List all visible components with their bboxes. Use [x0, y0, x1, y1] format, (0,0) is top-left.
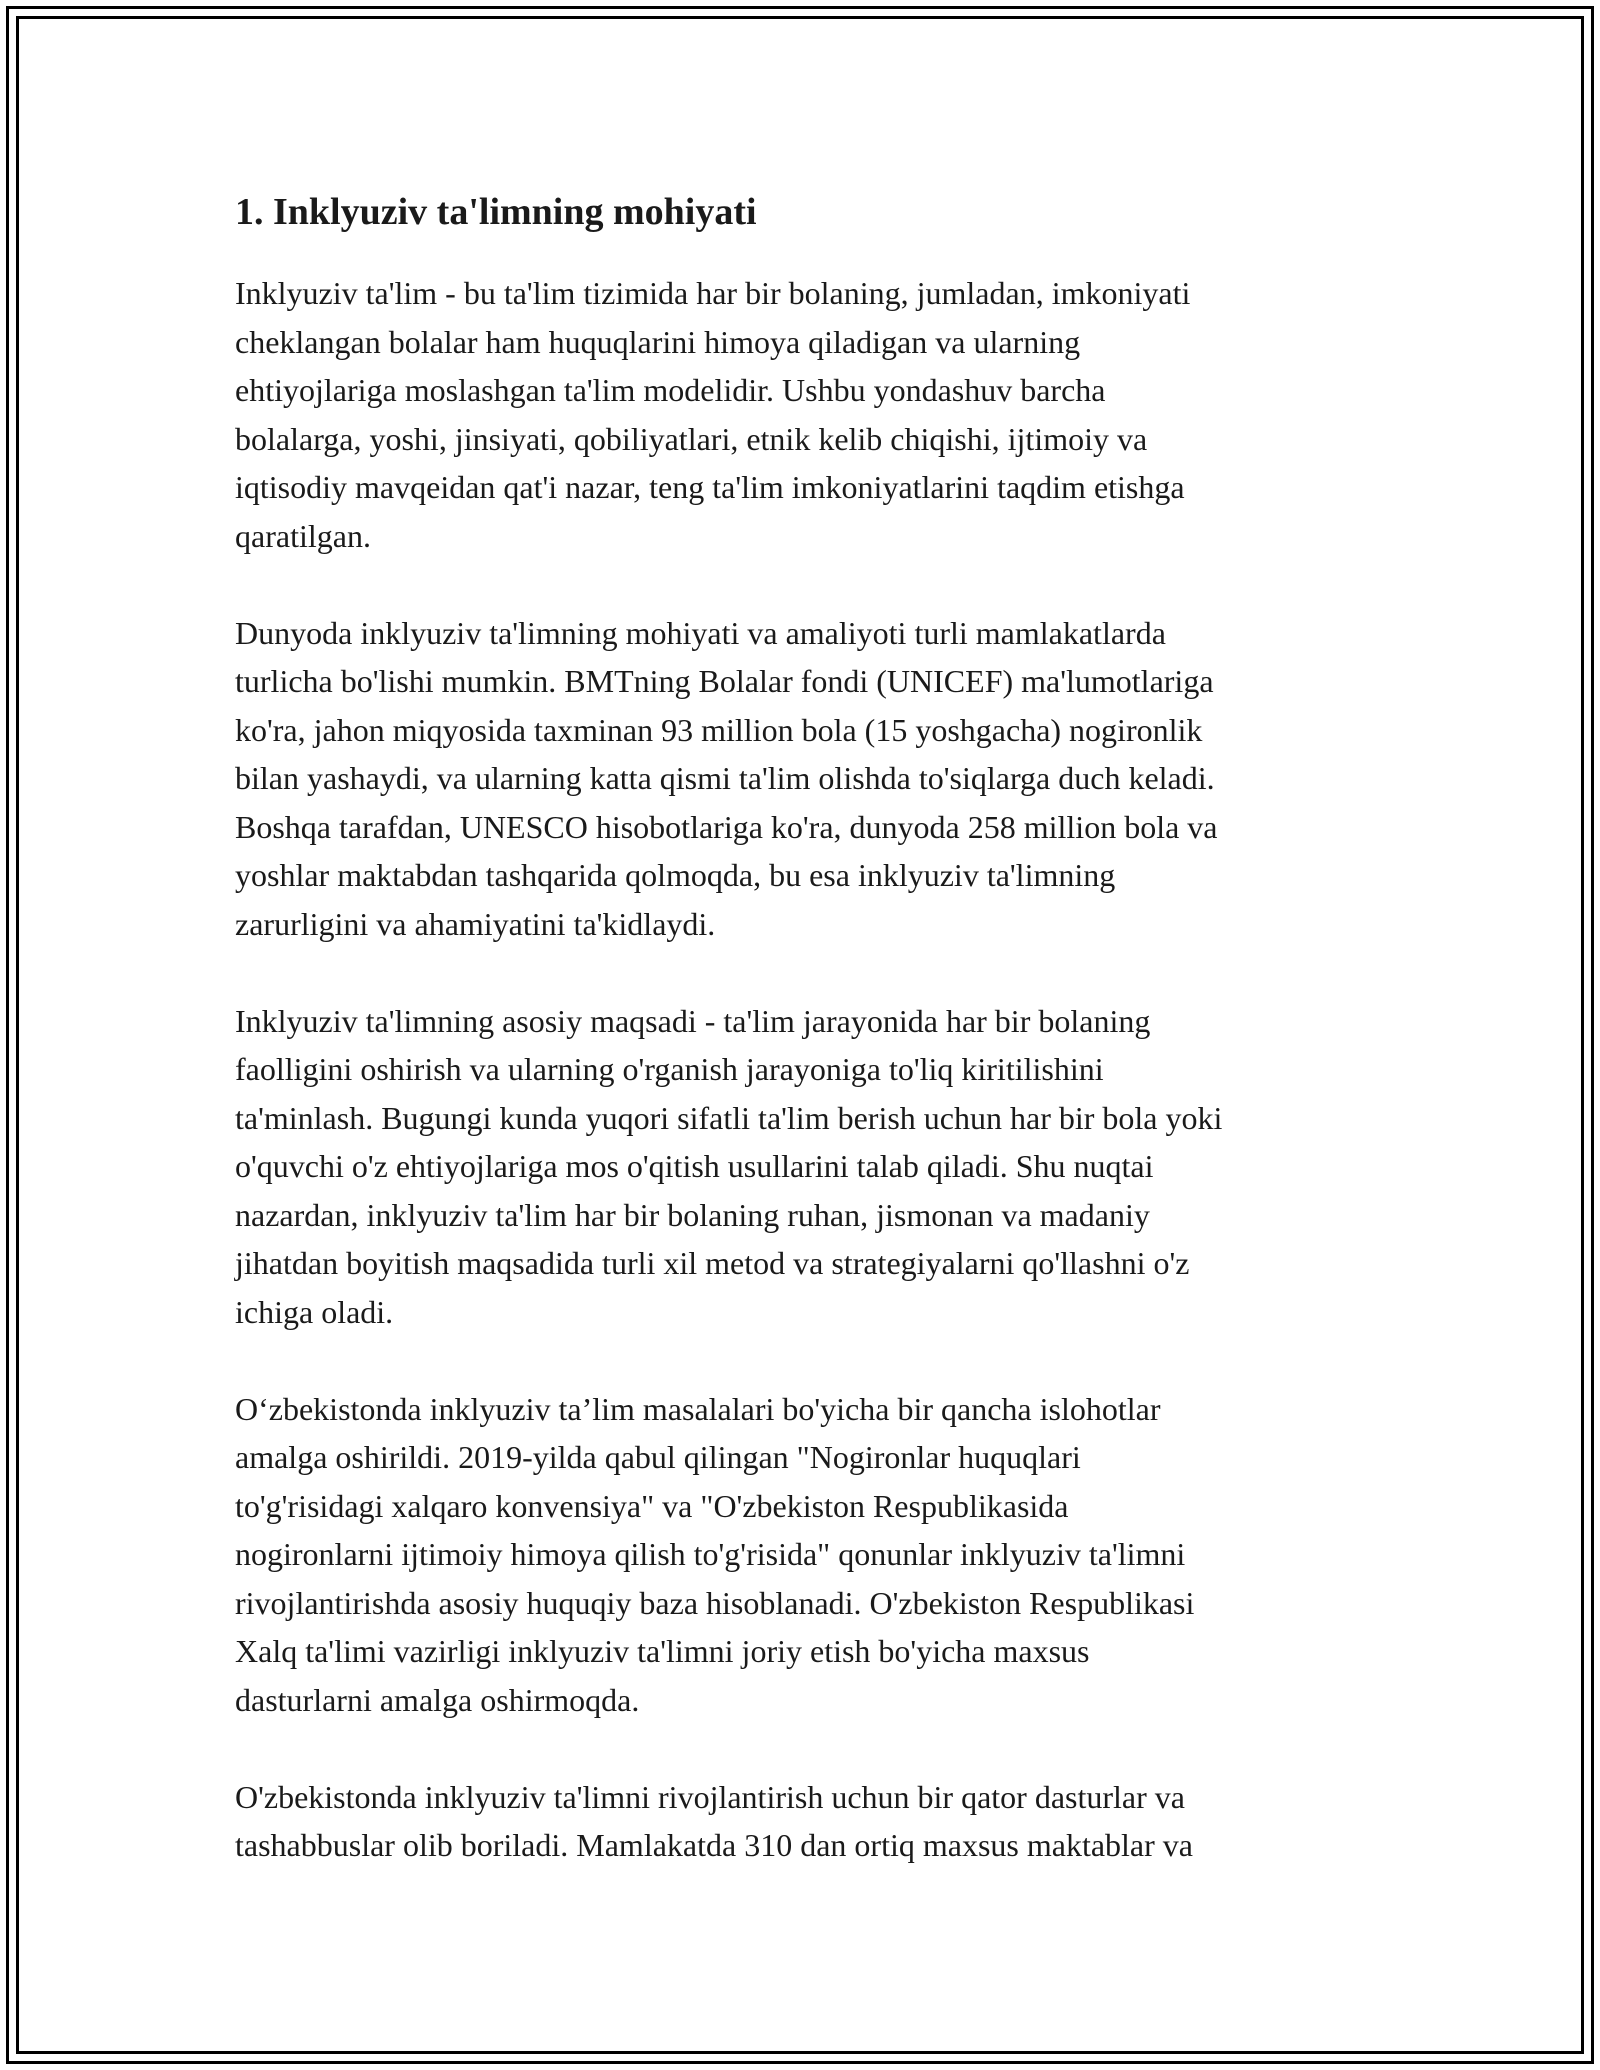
- text-line: faolligini oshirish va ularning o'rganish jarayoniga to'liq kiritilishini: [235, 1051, 1104, 1087]
- text-line: o'quvchi o'z ehtiyojlariga mos o'qitish usullarini talab qiladi. Shu nuqtai: [235, 1148, 1154, 1184]
- text-line: Xalq ta'limi vazirligi inklyuziv ta'limni joriy etish bo'yicha maxsus: [235, 1633, 1090, 1669]
- paragraph-main-goal: [235, 997, 1375, 1337]
- text-line: jihatdan boyitish maqsadida turli xil metod va strategiyalarni qo'llashni o'z: [235, 1245, 1190, 1281]
- text-line: qaratilgan.: [235, 517, 371, 554]
- section-heading: 1. Inklyuziv ta'limning mohiyati: [235, 191, 757, 233]
- text-line: Inklyuziv ta'limning asosiy maqsadi - ta'lim jarayonida har bir bolaning: [235, 1002, 1151, 1039]
- text-line: O‘zbekistonda inklyuziv ta’lim masalalari bo'yicha bir qancha islohotlar: [235, 1390, 1161, 1427]
- text-line: zarurligini va ahamiyatini ta'kidlaydi.: [235, 905, 716, 942]
- document-body: [235, 185, 1375, 1918]
- text-line: Dunyoda inklyuziv ta'limning mohiyati va amaliyoti turli mamlakatlarda: [235, 614, 1166, 651]
- text-line: O'zbekistonda inklyuziv ta'limni rivojlantirish uchun bir qator dasturlar va: [235, 1778, 1185, 1815]
- text-line: cheklangan bolalar ham huquqlarini himoya qiladigan va ularning: [235, 323, 1081, 360]
- text-line: to'g'risidagi xalqaro konvensiya" va "O'zbekiston Respublikasida: [235, 1487, 1069, 1524]
- paragraph-definition: [235, 269, 1375, 560]
- text-line: iqtisodiy mavqeidan qat'i nazar, teng ta'lim imkoniyatlarini taqdim etishga: [235, 469, 1185, 505]
- paragraph-uzbekistan-reforms: [235, 1385, 1375, 1725]
- paragraph-uzbekistan-programs: [235, 1773, 1375, 1870]
- text-line: tashabbuslar olib boriladi. Mamlakatda 310 dan ortiq maxsus maktablar va: [235, 1827, 1193, 1863]
- text-line: bilan yashaydi, va ularning katta qismi ta'lim olishda to'siqlarga duch keladi.: [235, 760, 1215, 796]
- text-line: yoshlar maktabdan tashqarida qolmoqda, bu esa inklyuziv ta'limning: [235, 857, 1116, 893]
- text-line: amalga oshirildi. 2019-yilda qabul qilingan "Nogironlar huquqlari: [235, 1439, 1081, 1475]
- text-line: ichiga oladi.: [235, 1293, 394, 1330]
- text-line: nogironlarni ijtimoiy himoya qilish to'g'risida" qonunlar inklyuziv ta'limni: [235, 1536, 1186, 1572]
- text-line: rivojlantirishda asosiy huquqiy baza hisoblanadi. O'zbekiston Respublikasi: [235, 1584, 1195, 1621]
- text-line: turlicha bo'lishi mumkin. BMTning Bolalar fondi (UNICEF) ma'lumotlariga: [235, 663, 1214, 699]
- text-line: dasturlarni amalga oshirmoqda.: [235, 1681, 640, 1718]
- text-line: ehtiyojlariga moslashgan ta'lim modelidir. Ushbu yondashuv barcha: [235, 372, 1106, 408]
- text-line: Inklyuziv ta'lim - bu ta'lim tizimida har bir bolaning, jumladan, imkoniyati: [235, 275, 1191, 311]
- text-line: nazardan, inklyuziv ta'lim har bir bolaning ruhan, jismonan va madaniy: [235, 1196, 1150, 1233]
- paragraph-world-statistics: [235, 609, 1375, 949]
- text-line: Boshqa tarafdan, UNESCO hisobotlariga ko'ra, dunyoda 258 million bola va: [235, 808, 1218, 845]
- text-line: ta'minlash. Bugungi kunda yuqori sifatli ta'lim berish uchun har bir bola yoki: [235, 1099, 1223, 1136]
- text-line: ko'ra, jahon miqyosida taxminan 93 million bola (15 yoshgacha) nogironlik: [235, 711, 1203, 748]
- text-line: bolalarga, yoshi, jinsiyati, qobiliyatlari, etnik kelib chiqishi, ijtimoiy va: [235, 420, 1148, 457]
